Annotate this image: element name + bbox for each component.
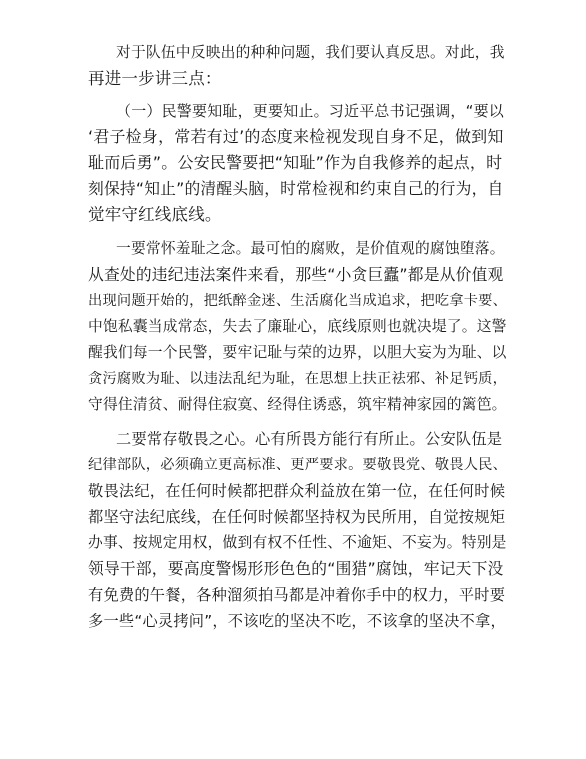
para3-line-5: 办事、按规定用权，做到有权不任性、不逾矩、不妄为。特别是 [88,534,507,551]
para2-line-5: 醒我们每一个民警，要牢记耻与荣的边界，以胆大妄为为耻、以 [88,344,507,361]
para3-line-3: 敬畏法纪，在任何时候都把群众利益放在第一位，在任何时候 [88,482,506,500]
intro-line-1: 对于队伍中反映出的种种问题，我们要认真反思。对此，我 [116,44,505,61]
para2-line-7: 守得住清贫、耐得住寂寞、经得住诱惑，筑牢精神家园的篱笆。 [88,396,507,413]
section1-line-1: （一）民警要知耻，更要知止。习近平总书记强调，“要以 [116,102,504,120]
para3-line-2: 纪律部队，必须确立更高标准、更严要求。要敬畏党、敬畏人民、 [88,457,508,473]
para3-line-6: 领导干部，要高度警惕形形色色的“围猎”腐蚀，牢记天下没 [88,559,504,578]
para3-line-4: 都坚守法纪底线，在任何时候都坚持权为民所用，自觉按规矩 [88,508,506,526]
para3-line-1: 二要常存敬畏之心。心有所畏方能行有所止。公安队伍是 [116,430,503,448]
para2-line-4: 中饱私囊当成常态，失去了廉耻心，底线原则也就决堤了。这警 [88,318,507,335]
intro-line-2: 再进一步讲三点： [88,69,222,88]
para2-line-1: 一要常怀羞耻之念。最可怕的腐败，是价值观的腐蚀堕落。 [116,240,505,257]
para3-line-8: 多一些“心灵拷问”，不该吃的坚决不吃，不该拿的坚决不拿， [88,612,506,630]
section1-line-4: 刻保持“知止”的清醒头脑，时常检视和约束自己的行为，自 [88,179,504,198]
para2-line-2: 从查处的违纪违法案件来看，那些“小贪巨蠹”都是从价值观 [88,265,504,284]
section1-line-5: 觉牢守红线底线。 [88,205,222,224]
para3-line-7: 有免费的午餐，各种溜须拍马都是冲着你手中的权力，平时要 [88,586,506,604]
section1-line-2: ‘君子检身，常若有过’的态度来检视发现自身不足，做到知 [88,127,504,146]
para2-line-3: 出现问题开始的，把纸醉金迷、生活腐化当成追求，把吃拿卡要、 [88,293,508,309]
para2-line-6: 贪污腐败为耻、以违法乱纪为耻，在思想上扶正祛邪、补足钙质， [88,371,508,387]
section1-line-3: 耻而后勇”。公安民警要把“知耻”作为自我修养的起点，时 [88,153,503,172]
